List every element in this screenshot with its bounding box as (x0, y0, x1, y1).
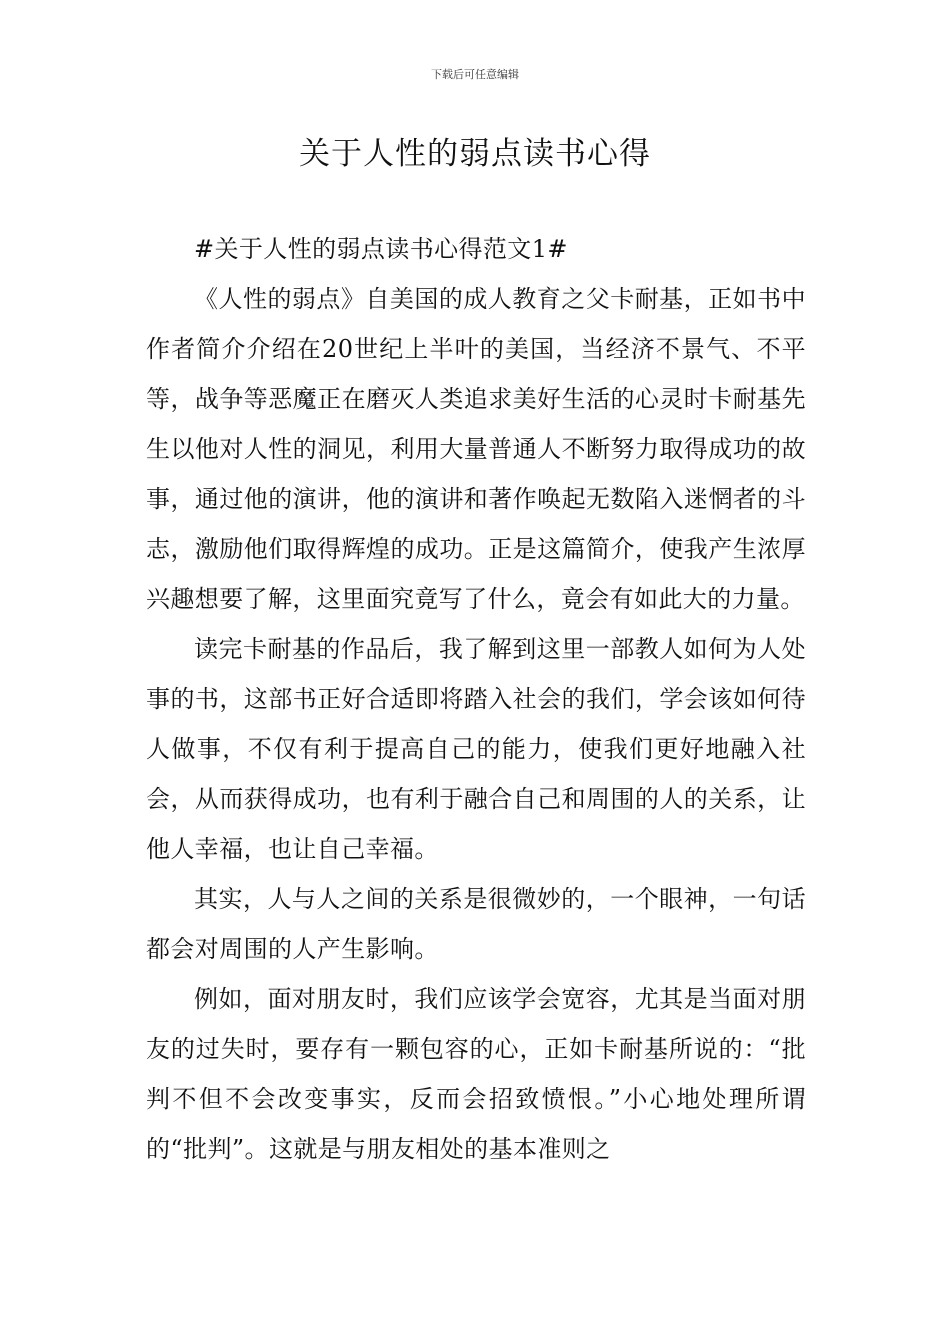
header-note: 下载后可任意编辑 (431, 68, 519, 81)
paragraph: 其实，人与人之间的关系是很微妙的，一个眼神，一句话都会对周围的人产生影响。 (146, 885, 806, 963)
document-body (146, 224, 806, 1174)
paragraph-heading: #关于人性的弱点读书心得范文1# (194, 235, 568, 263)
document-title: 关于人性的弱点读书心得 (299, 136, 651, 172)
paragraph: 读完卡耐基的作品后，我了解到这里一部教人如何为人处事的书，这部书正好合适即将踏入社会的我们，学会该如何待人做事，不仅有利于提高自己的能力，使我们更好地融入社会，从而获得成功，也有利于融合自己和周围的人的关系，让他人幸福，也让自己幸福。 (146, 635, 806, 863)
paragraph: 例如，面对朋友时，我们应该学会宽容，尤其是当面对朋友的过失时，要存有一颗包容的心，正如卡耐基所说的：“批判不但不会改变事实，反而会招致愤恨。”小心地处理所谓的“批判”。这就是与朋友相处的基本准则之 (146, 985, 806, 1163)
paragraph: 《人性的弱点》自美国的成人教育之父卡耐基，正如书中作者简介介绍在20世纪上半叶的美国，当经济不景气、不平等，战争等恶魔正在磨灭人类追求美好生活的心灵时卡耐基先生以他对人性的洞见，利用大量普通人不断努力取得成功的故事，通过他的演讲，他的演讲和著作唤起无数陷入迷惘者的斗志，激励他们取得辉煌的成功。正是这篇简介，使我产生浓厚兴趣想要了解，这里面究竟写了什么，竟会有如此大的力量。 (146, 285, 806, 613)
